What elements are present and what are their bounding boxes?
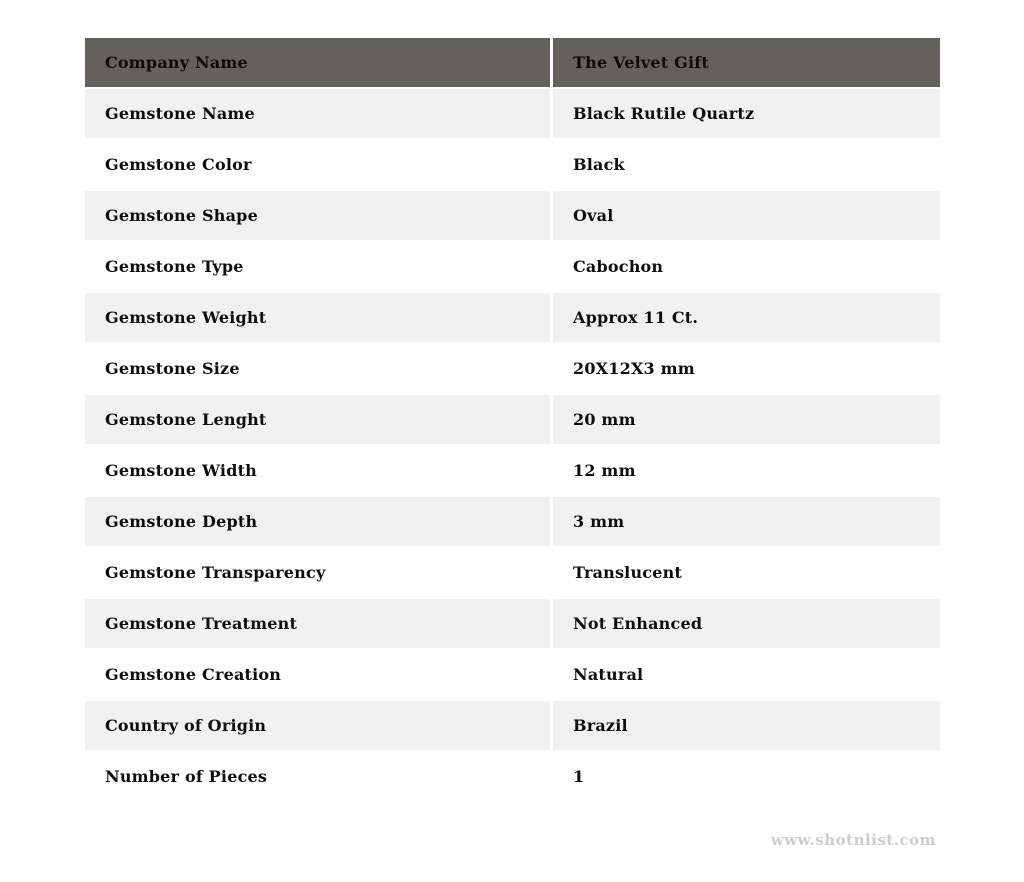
spec-label-cell: Gemstone Treatment (85, 599, 550, 648)
spec-value-cell: Oval (553, 191, 940, 240)
spec-label-cell: Gemstone Name (85, 89, 550, 138)
gemstone-spec-table (85, 38, 940, 801)
spec-label-cell: Gemstone Lenght (85, 395, 550, 444)
spec-value-cell: Black Rutile Quartz (553, 89, 940, 138)
spec-label-cell: Gemstone Width (85, 446, 550, 495)
spec-value-cell: 20 mm (553, 395, 940, 444)
spec-label-cell: Gemstone Size (85, 344, 550, 393)
spec-label-cell: Gemstone Color (85, 140, 550, 189)
spec-label-cell: Gemstone Depth (85, 497, 550, 546)
spec-label-cell: Number of Pieces (85, 752, 550, 801)
spec-value-cell: Translucent (553, 548, 940, 597)
spec-label-cell: Gemstone Transparency (85, 548, 550, 597)
spec-value-cell: 1 (553, 752, 940, 801)
watermark-text: www.shotnlist.com (770, 831, 936, 849)
spec-value-cell: Cabochon (553, 242, 940, 291)
table-header-value-cell: The Velvet Gift (553, 38, 940, 87)
spec-value-cell: Not Enhanced (553, 599, 940, 648)
table-header-label-cell: Company Name (85, 38, 550, 87)
spec-value-cell: Approx 11 Ct. (553, 293, 940, 342)
spec-value-cell: Black (553, 140, 940, 189)
spec-value-cell: Natural (553, 650, 940, 699)
spec-value-cell: 20X12X3 mm (553, 344, 940, 393)
spec-label-cell: Country of Origin (85, 701, 550, 750)
spec-label-cell: Gemstone Creation (85, 650, 550, 699)
spec-label-cell: Gemstone Weight (85, 293, 550, 342)
spec-value-cell: 3 mm (553, 497, 940, 546)
spec-value-cell: Brazil (553, 701, 940, 750)
spec-label-cell: Gemstone Type (85, 242, 550, 291)
spec-label-cell: Gemstone Shape (85, 191, 550, 240)
spec-value-cell: 12 mm (553, 446, 940, 495)
